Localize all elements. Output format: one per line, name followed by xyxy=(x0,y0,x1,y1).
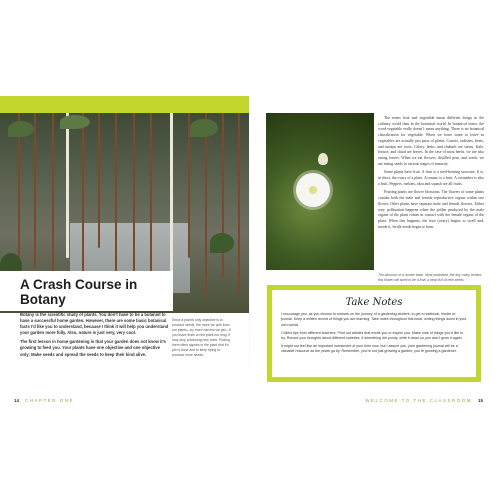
paragraph: The first lesson in home gardening is that your garden does not know it’s growing to feed you. Your plants have one objective and one objective only: Make seeds and spread the seeds to keep their kind alive. xyxy=(20,339,166,357)
left-folio xyxy=(14,398,74,403)
leaf xyxy=(190,119,218,137)
page-title: A Crash Course in Botany xyxy=(20,277,138,307)
paragraph: Fruiting plants are flower blossoms. The flowers of some plants contain both the male and female reproductive organs within one flower. Other plants have separate male and female flowers. Either way, pollination happens when the pollen produced by the male organs of the plant comes in contact with the female organs of the plant. When this happens, the fruit (ovary) begins to swell and, inside it, fertile seeds begin to form. xyxy=(378,190,484,229)
paragraph: Some plants have fruit. A fruit is a seed-bearing structure. It is, in short, the ovary of a plant. A tomato is a fruit. A cucumber is also a fruit. Peppers, melons, okra and squash are all fruits. xyxy=(378,170,484,186)
page-number: 15 xyxy=(477,398,483,403)
title-box xyxy=(0,271,173,311)
gutter-shadow xyxy=(249,96,250,406)
right-body-text xyxy=(378,116,484,233)
flower-bud xyxy=(318,153,328,165)
accent-strip xyxy=(0,96,249,113)
take-notes-title: Take Notes xyxy=(345,297,403,308)
vine xyxy=(222,113,224,278)
take-notes-inner xyxy=(272,290,476,377)
paragraph: Botany is the scientific study of plants. You don’t have to be a botanist to have a successful home garden. However, there are some basic botanical facts I’d like you to understand, because I think it will help you understand your garden more fully. Also, nature is just very, very cool. xyxy=(20,312,169,336)
flower-center xyxy=(309,186,317,194)
leaf xyxy=(60,115,90,129)
vine xyxy=(150,113,152,273)
vine xyxy=(115,113,117,293)
paragraph: I encourage you, as you choose to embark on the journey of a gardening student, to get a notebook, binder or journal. Keep a written record of things you are learning. Take notes throughout this book, writing things down in your own words. xyxy=(281,312,467,327)
leaf xyxy=(210,233,234,253)
bean-blossom-photo xyxy=(266,113,374,270)
vine xyxy=(34,113,36,268)
leaf xyxy=(8,121,34,137)
take-notes-body xyxy=(281,312,467,355)
vine xyxy=(238,113,240,293)
photo-caption: The blossom of a runner bean. Most pollinated, the tiny ovary behind this flower will swell to be a fruit: a bean full of new seeds. xyxy=(378,273,482,282)
vine xyxy=(82,113,84,283)
left-body-text xyxy=(20,312,170,361)
vine xyxy=(66,113,69,258)
side-note: Since a plant’s only objective is to produce seeds, the more we pick from our plants—by more harvest we get—if you leave fruits on the plant too long, it may stop producing new ones. Picking them often signals to the plant that it’s job is done and to keep trying to produce more seeds. xyxy=(172,318,231,357)
paragraph: It might not feel like an important investment of your time now, but I assure you, your gardening journal will be a valuable resource as the years go by. Remember, you’re not just growing a garden; you’re growing a gardener. xyxy=(281,344,458,354)
page-number: 14 xyxy=(14,398,20,403)
vine xyxy=(170,113,173,288)
paragraph: Collect tips from different teachers. Print out articles that excite you or inspire you. Make note of things you’d like to try. Record your thoughts about different varieties. If something did poorly, write it down so you won’t grow it again. xyxy=(281,330,464,341)
vine xyxy=(205,113,207,298)
paragraph: The terms fruit and vegetable mean different things in the culinary world than in the botanical world. In botanical terms, the word vegetable really doesn’t mean anything. There is no botanical classification for vegetable. When we leave some to leave as vegetables are actually just parts of plants. Carrots, radishes, beets, and turnips are roots. Celery, leeks, and rhubarb are stems. Kale, lettuce, and chard are leaves. In the case of most herbs, we are also eating leaves. When we eat flowers, distilled peas, and seeds, we are eating seeds in various stages of maturity. xyxy=(378,116,484,166)
take-notes-box xyxy=(267,285,481,382)
chapter-label: CHAPTER ONE xyxy=(25,398,75,403)
vine xyxy=(98,113,100,248)
chapter-label: WELCOME TO THE CLASSROOM xyxy=(365,398,472,403)
right-folio xyxy=(365,398,483,403)
